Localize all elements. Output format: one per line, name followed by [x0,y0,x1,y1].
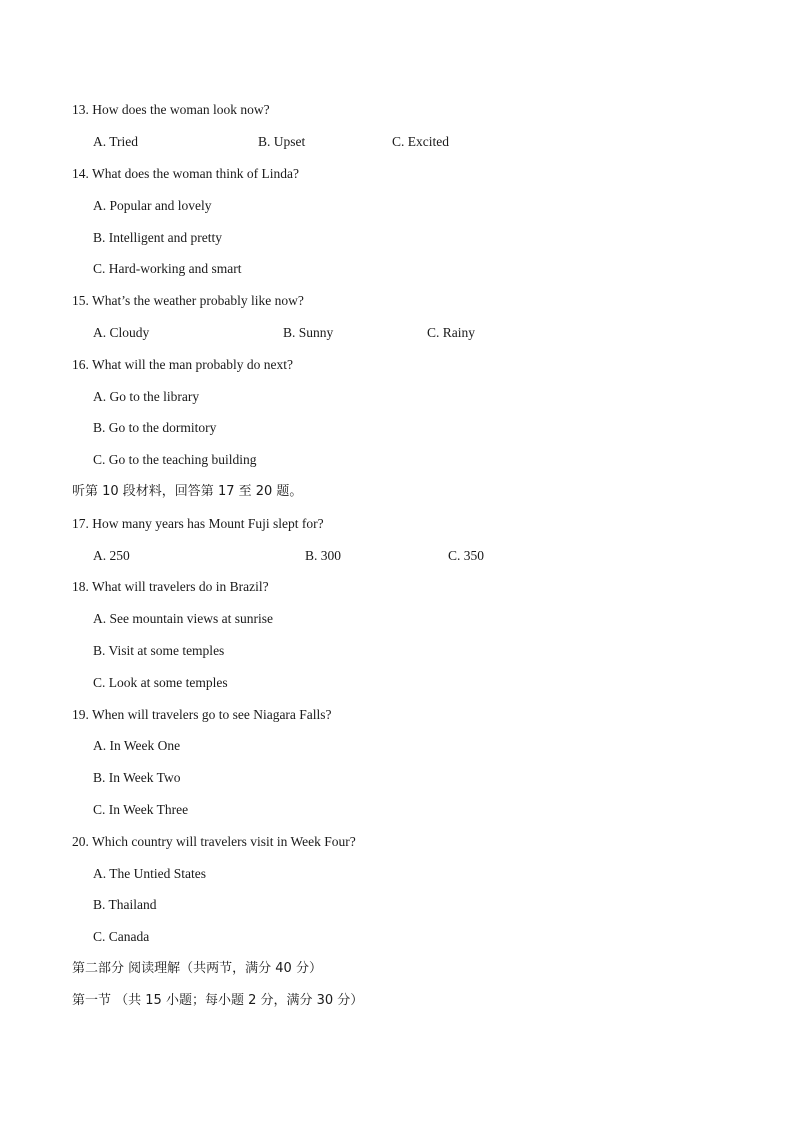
section1-heading: 第一节 （共 15 小题；每小题 2 分，满分 30 分） [72,993,364,1008]
q18-option-b: B. Visit at some temples [93,643,225,658]
q18-option-a: A. See mountain views at sunrise [93,611,273,626]
question-20-stem: 20. Which country will travelers visit in Week Four? [72,834,356,849]
instruction-passage-10: 听第 10 段材料，回答第 17 至 20 题。 [72,484,303,499]
q15-option-b: B. Sunny [283,325,334,340]
question-18-stem: 18. What will travelers do in Brazil? [72,579,269,594]
q16-option-b: B. Go to the dormitory [93,420,217,435]
q15-option-c: C. Rainy [427,325,476,340]
q19-option-c: C. In Week Three [93,802,189,817]
q20-option-b: B. Thailand [93,897,157,912]
q19-option-b: B. In Week Two [93,770,181,785]
q13-option-c: C. Excited [392,134,449,149]
question-14-stem: 14. What does the woman think of Linda? [72,166,299,181]
question-13-stem: 13. How does the woman look now? [72,102,270,117]
q17-option-a: A. 250 [93,548,130,563]
q13-option-b: B. Upset [258,134,306,149]
part2-heading: 第二部分 阅读理解（共两节，满分 40 分） [72,961,322,976]
q20-option-c: C. Canada [93,929,150,944]
q16-option-a: A. Go to the library [93,389,200,404]
q16-option-c: C. Go to the teaching building [93,452,257,467]
q20-option-a: A. The Untied States [93,866,206,881]
q17-option-b: B. 300 [305,548,342,563]
q14-option-b: B. Intelligent and pretty [93,230,222,245]
q14-option-a: A. Popular and lovely [93,198,212,213]
question-15-stem: 15. What’s the weather probably like now? [72,293,304,308]
q15-option-a: A. Cloudy [93,325,150,340]
question-16-stem: 16. What will the man probably do next? [72,357,293,372]
q13-option-a: A. Tried [93,134,139,149]
q19-option-a: A. In Week One [93,738,181,753]
question-17-stem: 17. How many years has Mount Fuji slept for? [72,516,324,531]
question-19-stem: 19. When will travelers go to see Niagara Falls? [72,707,332,722]
q17-option-c: C. 350 [448,548,485,563]
q18-option-c: C. Look at some temples [93,675,228,690]
q14-option-c: C. Hard-working and smart [93,261,242,276]
